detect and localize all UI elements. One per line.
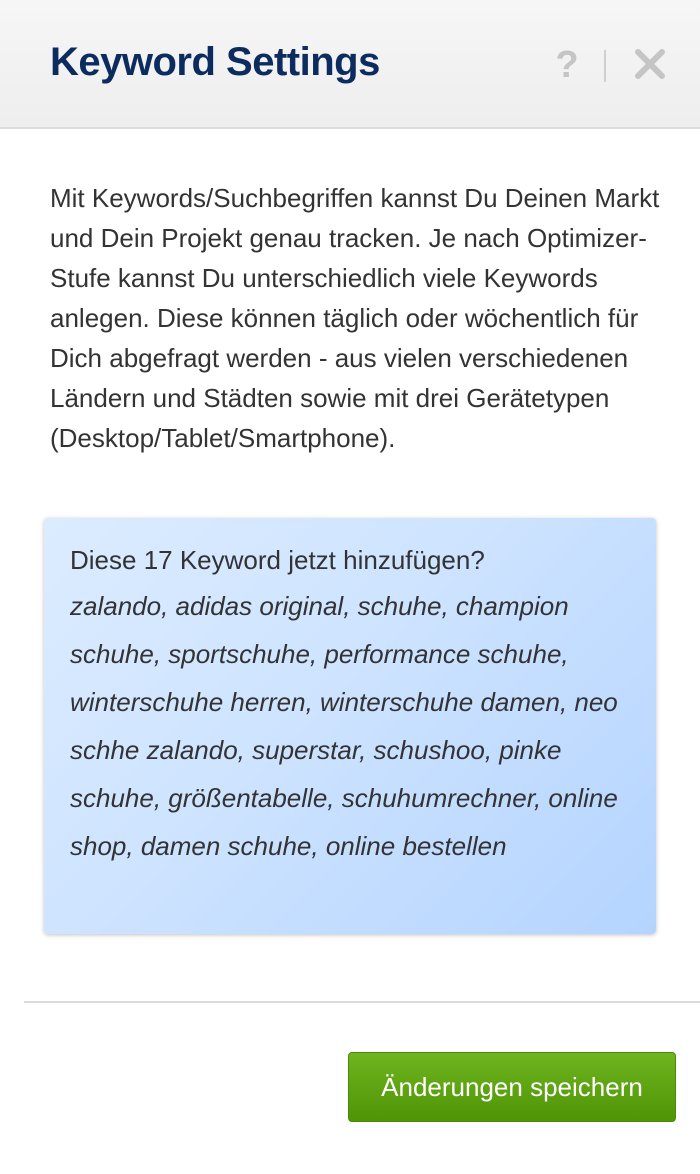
save-changes-button[interactable]: Änderungen speichern — [348, 1052, 676, 1122]
dialog-title: Keyword Settings — [50, 40, 380, 84]
keyword-list: zalando, adidas original, schuhe, champion schuhe, sportschuhe, performance schuhe, winterschuhe herren, winterschuhe damen, neo schhe zalando, superstar, schushoo, pinke schuhe, größentabelle, schuhumrechner, online shop, damen schuhe, online bestellen — [70, 591, 618, 861]
keyword-suggestion-box — [44, 518, 656, 934]
dialog-header — [0, 0, 700, 129]
help-icon[interactable]: ? — [555, 44, 579, 86]
footer-divider — [24, 1001, 700, 1003]
intro-text: Mit Keywords/Suchbegriffen kannst Du Deinen Markt und Dein Projekt genau tracken. Je nach Optimizer-Stufe kannst Du unterschiedlich viele Keywords anlegen. Diese können täglich oder wöchentlich für Dich abgefragt werden - aus vielen verschiedenen Ländern und Städten sowie mit drei Gerätetypen (Desktop/Tablet/Smartphone). — [50, 183, 660, 453]
header-divider — [604, 50, 606, 82]
keyword-question: Diese 17 Keyword jetzt hinzufügen? — [70, 545, 485, 575]
close-icon[interactable] — [630, 44, 670, 84]
